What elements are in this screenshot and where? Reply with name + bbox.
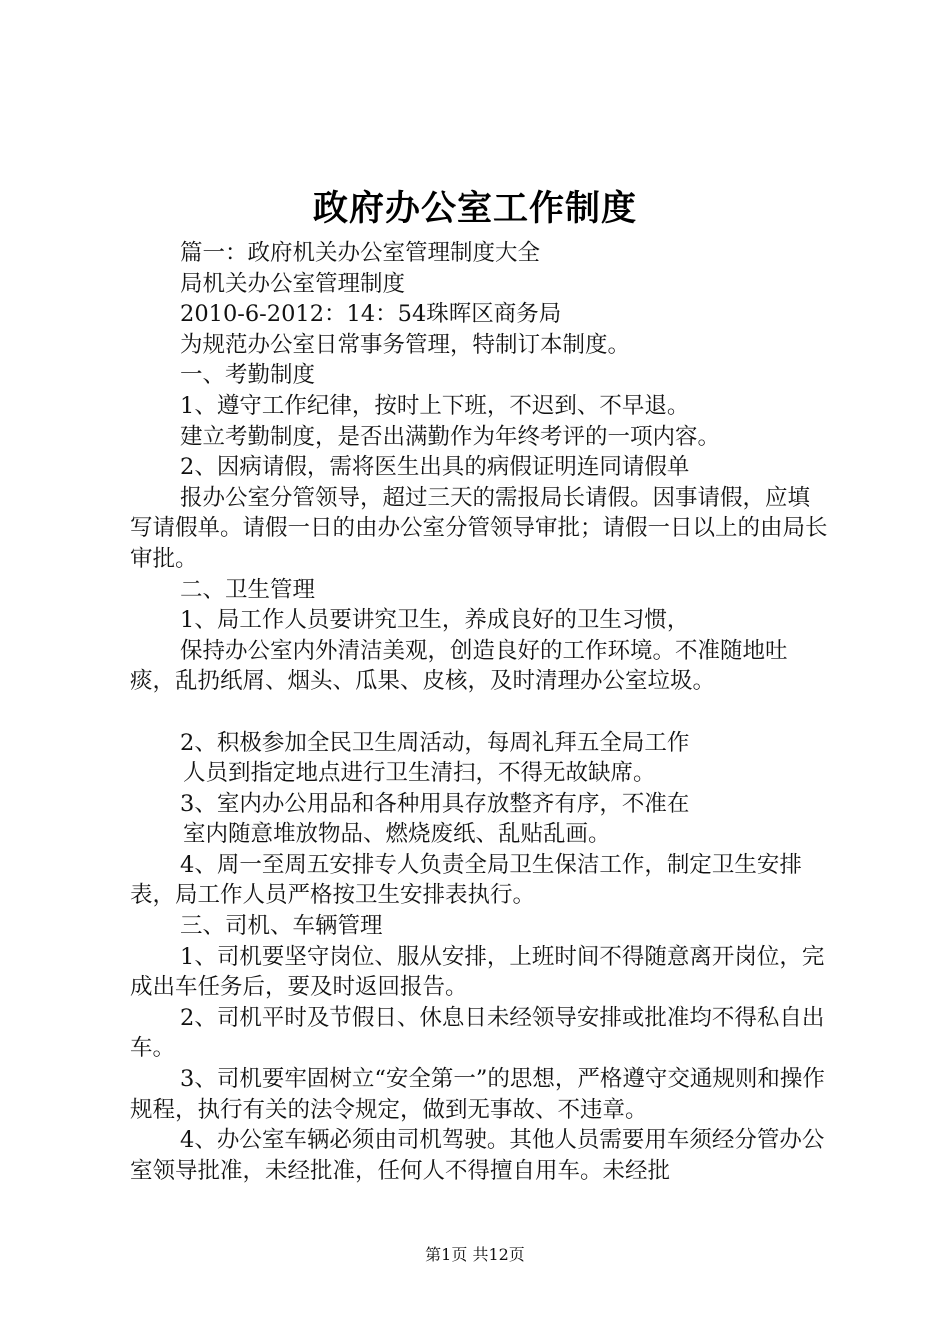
- paragraph: 人员到指定地点进行卫生清扫，不得无故缺席。: [183, 760, 656, 787]
- paragraph: 保持办公室内外清洁美观，创造良好的工作环境。不准随地吐痰，乱扔纸屑、烟头、瓜果、皮核，及时清理办公室垃圾。: [130, 637, 788, 695]
- paragraph: 4、办公室车辆必须由司机驾驶。其他人员需要用车须经分管办公室领导批准，未经批准，任何人不得擅自用车。未经批: [130, 1127, 825, 1184]
- paragraph: 室内随意堆放物品、燃烧废纸、乱贴乱画。: [183, 821, 611, 848]
- paragraph: 局机关办公室管理制度: [180, 270, 406, 297]
- section-heading: 一、考勤制度: [180, 362, 316, 389]
- paragraph: 建立考勤制度，是否出满勤作为年终考评的一项内容。: [180, 423, 721, 450]
- paragraph: 1、遵守工作纪律，按时上下班，不迟到、不早退。: [180, 392, 690, 419]
- paragraph: 2、因病请假，需将医生出具的病假证明连同请假单: [180, 454, 690, 481]
- blank-line: [130, 697, 830, 728]
- paragraph: 4、周一至周五安排专人负责全局卫生保洁工作，制定卫生安排表，局工作人员严格按卫生安排表执行。: [130, 851, 802, 909]
- paragraph: 2010-6-2012：14：54珠晖区商务局: [180, 301, 562, 328]
- page-footer: 第1页 共12页: [425, 1245, 525, 1264]
- paragraph: 为规范办公室日常事务管理，特制订本制度。: [180, 331, 631, 358]
- section-heading: 二、卫生管理: [180, 576, 316, 603]
- paragraph: 3、室内办公用品和各种用具存放整齐有序，不准在: [180, 790, 690, 817]
- paragraph: 3、司机要牢固树立“安全第一”的思想，严格遵守交通规则和操作规程，执行有关的法令规定，做到无事故、不违章。: [130, 1066, 825, 1123]
- section-heading: 三、司机、车辆管理: [180, 913, 383, 940]
- paragraph: 2、司机平时及节假日、休息日未经领导安排或批准均不得私自出车。: [130, 1004, 825, 1062]
- paragraph: 报办公室分管领导，超过三天的需报局长请假。因事请假，应填写请假单。请假一日的由办公室分管领导审批；请假一日以上的由局长审批。: [130, 484, 828, 572]
- paragraph: 篇一：政府机关办公室管理制度大全: [180, 240, 541, 266]
- document-title: 政府办公室工作制度: [312, 188, 637, 229]
- paragraph: 1、司机要坚守岗位、服从安排，上班时间不得随意离开岗位，完成出车任务后，要及时返回报告。: [130, 943, 825, 1001]
- paragraph: 2、积极参加全民卫生周活动，每周礼拜五全局工作: [180, 729, 690, 756]
- document-body: [130, 238, 830, 1186]
- paragraph: 1、局工作人员要讲究卫生，养成良好的卫生习惯，: [180, 607, 690, 634]
